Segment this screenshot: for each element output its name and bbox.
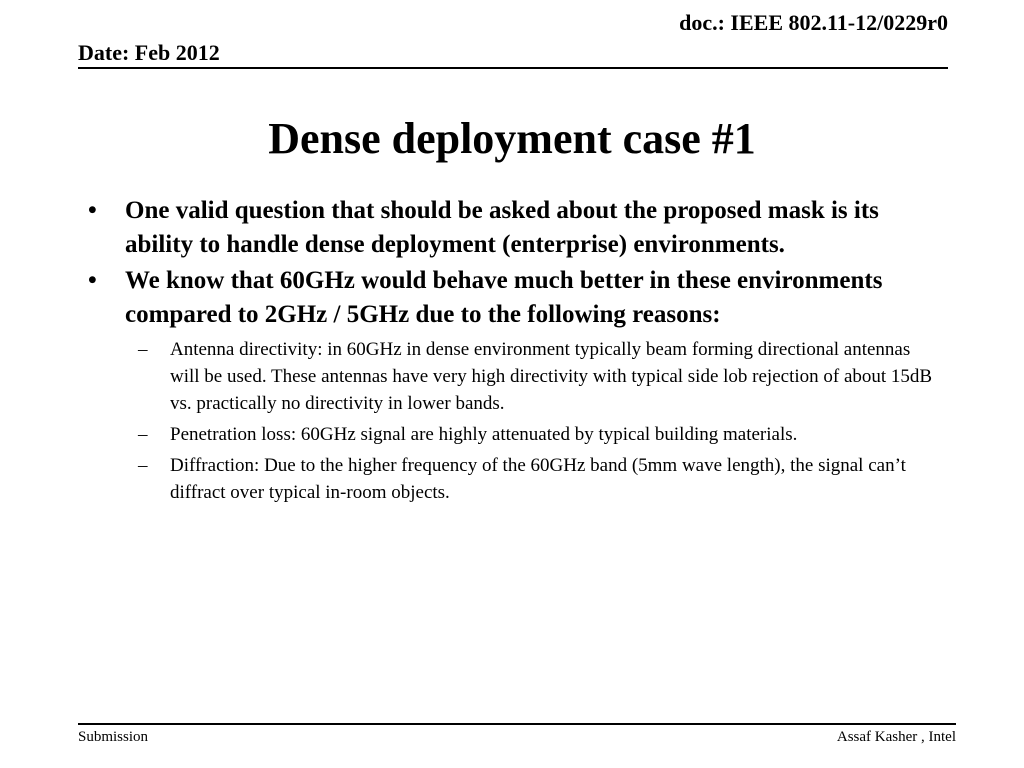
sub-bullet-text: Diffraction: Due to the higher frequency of the 60GHz band (5mm wave length), the signal can’t diffract over typical in-room objects. — [170, 455, 906, 503]
sub-bullet-text: Penetration loss: 60GHz signal are highly attenuated by typical building materials. — [170, 424, 798, 445]
bullet-text: One valid question that should be asked about the proposed mask is its ability to handle dense deployment (enterprise) environments. — [125, 197, 879, 258]
sub-bullet-item — [88, 336, 938, 417]
document-id: doc.: IEEE 802.11-12/0229r0 — [679, 10, 948, 35]
footer-author: Assaf Kasher , Intel — [836, 729, 956, 745]
bullet-item — [88, 264, 938, 332]
dash-marker: – — [138, 455, 148, 476]
bullet-item — [88, 194, 938, 262]
dash-marker: – — [138, 339, 148, 360]
footer-divider — [78, 723, 956, 725]
sub-bullet-text: Antenna directivity: in 60GHz in dense environment typically beam forming directional antennas will be used. These antennas have very high directivity with typical side lob rejection of about 15dB vs. practically no directivity in lower bands. — [170, 339, 933, 414]
document-date: Date: Feb 2012 — [78, 40, 220, 65]
bullet-marker: • — [88, 197, 97, 224]
bullet-marker: • — [88, 267, 97, 294]
bullet-text: We know that 60GHz would behave much better in these environments compared to 2GHz / 5GHz due to the following reasons: — [125, 267, 883, 328]
slide-body — [88, 194, 938, 510]
sub-bullet-list — [88, 336, 938, 506]
sub-bullet-item — [88, 421, 938, 448]
dash-marker: – — [138, 424, 148, 445]
header-divider — [78, 67, 948, 69]
footer-submission: Submission — [78, 729, 149, 745]
sub-bullet-item — [88, 452, 938, 506]
slide-title: Dense deployment case #1 — [268, 114, 756, 163]
